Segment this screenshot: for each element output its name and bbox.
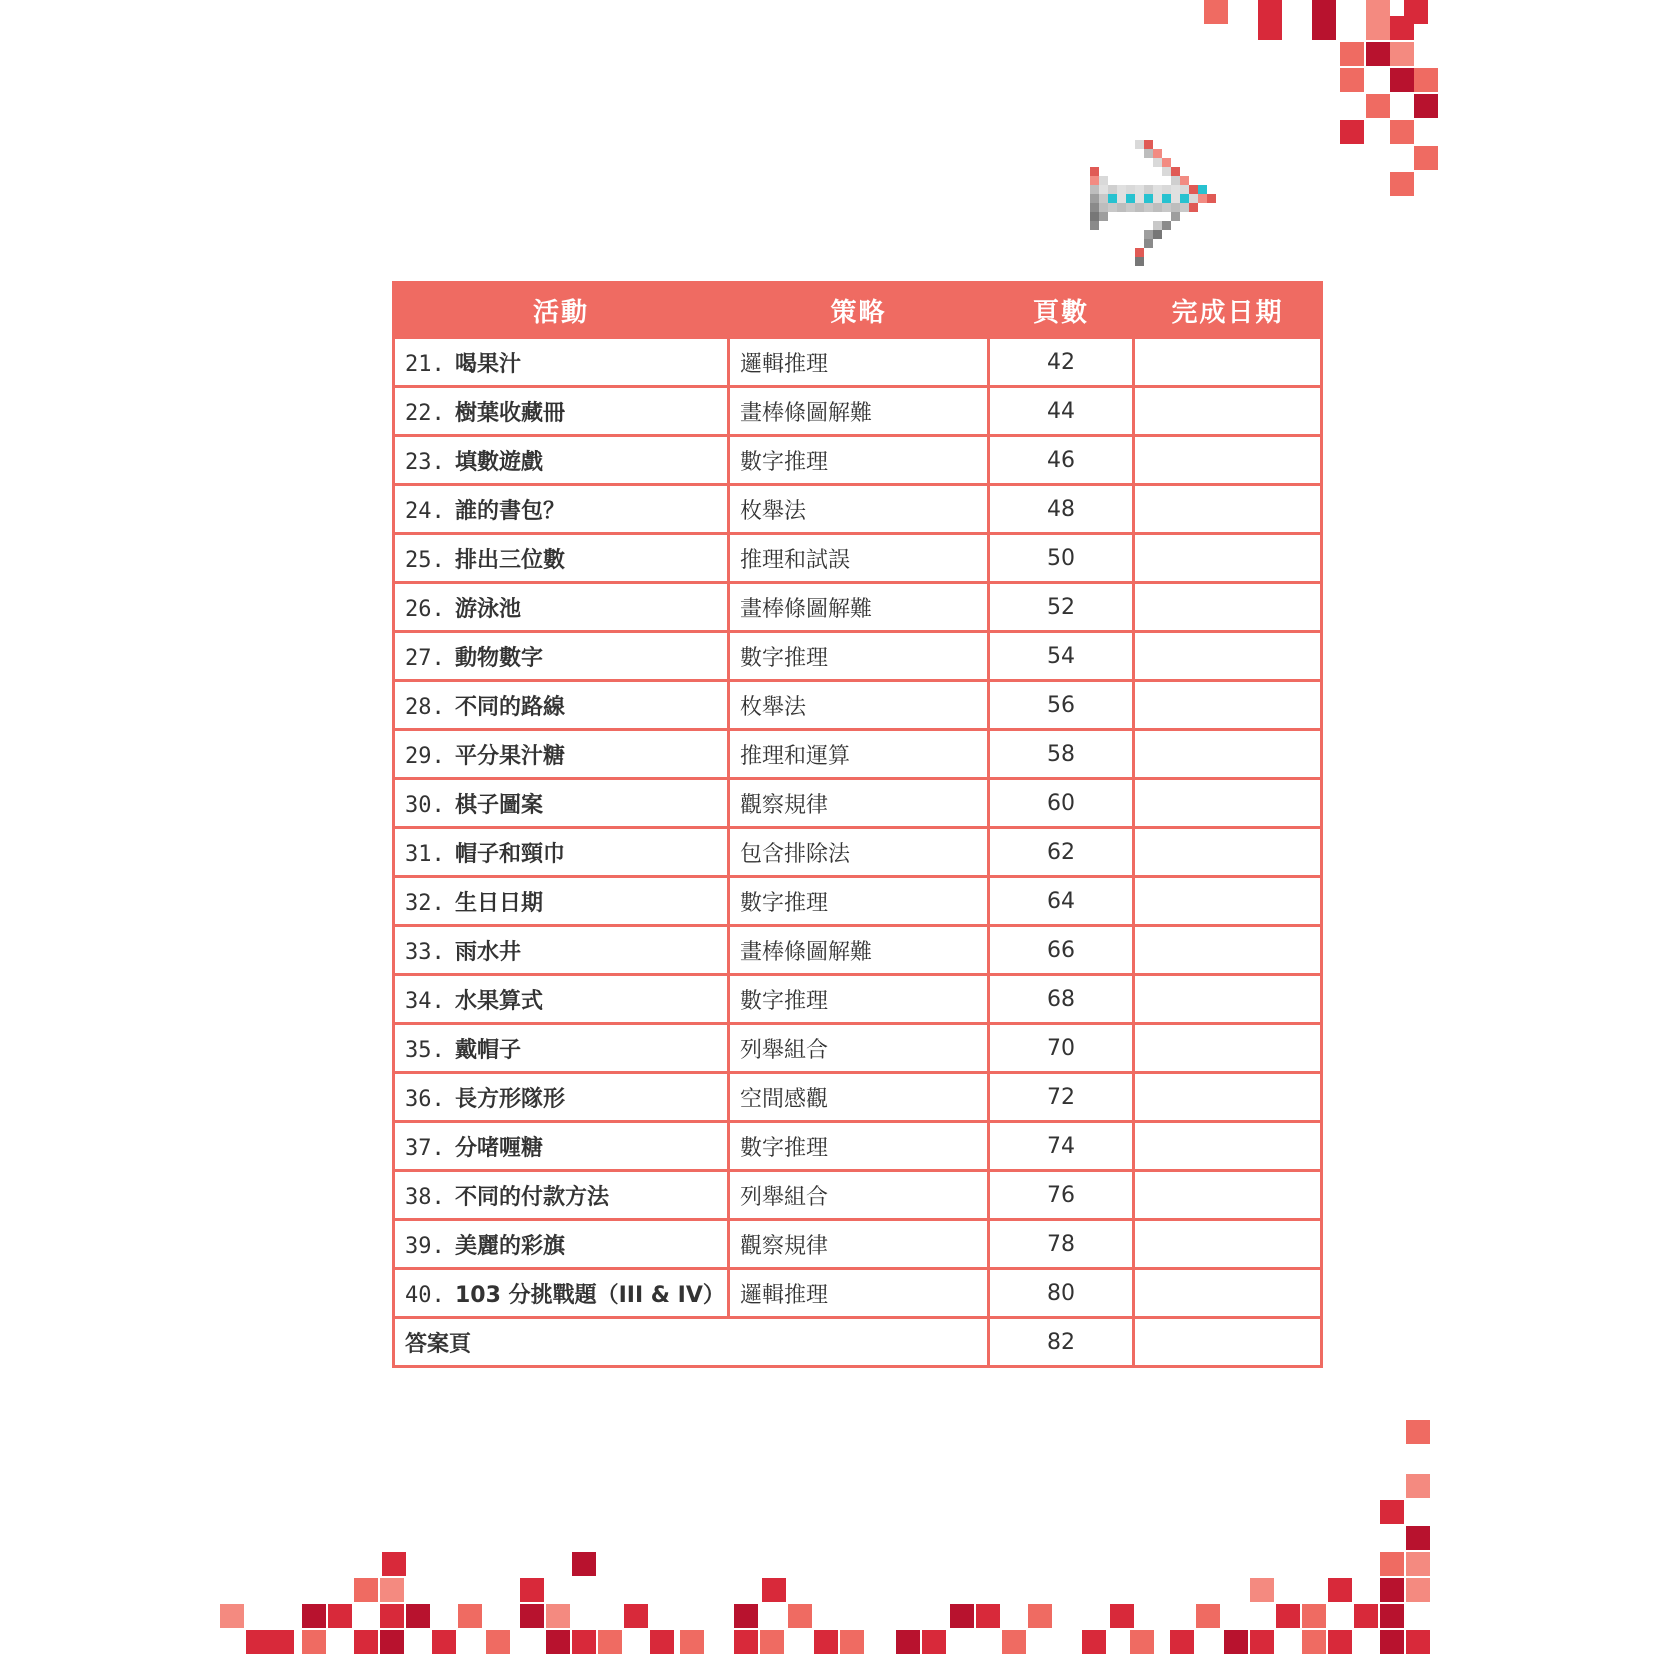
activity-cell bbox=[394, 926, 729, 975]
page-cell: 80 bbox=[989, 1269, 1134, 1318]
strategy-cell: 數字推理 bbox=[729, 975, 989, 1024]
completed-date-cell[interactable] bbox=[1134, 877, 1322, 926]
pixel-square bbox=[1302, 1604, 1326, 1628]
pixel-square bbox=[762, 1578, 786, 1602]
arrow-pixel bbox=[1144, 203, 1153, 212]
arrow-pixel bbox=[1144, 140, 1153, 149]
activity-number: 39. bbox=[405, 1233, 445, 1259]
strategy-cell: 畫棒條圖解難 bbox=[729, 583, 989, 632]
activity-cell bbox=[394, 338, 729, 387]
pixel-square bbox=[1406, 1630, 1430, 1654]
pixel-square bbox=[1390, 68, 1414, 92]
completed-date-cell[interactable] bbox=[1134, 1122, 1322, 1171]
activity-number: 32. bbox=[405, 890, 445, 916]
page-cell: 56 bbox=[989, 681, 1134, 730]
activity-cell bbox=[394, 828, 729, 877]
pixel-square bbox=[1390, 42, 1414, 66]
pixel-square bbox=[734, 1604, 758, 1628]
arrow-pixel bbox=[1117, 194, 1126, 203]
pixel-square bbox=[1340, 68, 1364, 92]
pixel-square bbox=[220, 1604, 244, 1628]
activity-cell bbox=[394, 632, 729, 681]
header-completed-date: 完成日期 bbox=[1134, 283, 1322, 338]
strategy-cell: 列舉組合 bbox=[729, 1024, 989, 1073]
answer-label: 答案頁 bbox=[394, 1318, 989, 1367]
activity-number: 24. bbox=[405, 498, 445, 524]
activity-number: 34. bbox=[405, 988, 445, 1014]
strategy-cell: 畫棒條圖解難 bbox=[729, 926, 989, 975]
page-cell: 58 bbox=[989, 730, 1134, 779]
pixel-square bbox=[1366, 94, 1390, 118]
activity-cell bbox=[394, 1220, 729, 1269]
activity-number: 36. bbox=[405, 1086, 445, 1112]
table-row bbox=[394, 975, 1322, 1024]
pixel-square bbox=[1302, 1630, 1326, 1654]
activity-number: 22. bbox=[405, 400, 445, 426]
pixel-square bbox=[1312, 16, 1336, 40]
completed-date-cell[interactable] bbox=[1134, 338, 1322, 387]
pixel-square bbox=[380, 1630, 404, 1654]
pixel-square bbox=[598, 1630, 622, 1654]
completed-date-cell[interactable] bbox=[1134, 828, 1322, 877]
arrow-pixel bbox=[1090, 167, 1099, 176]
pixel-square bbox=[788, 1604, 812, 1628]
arrow-pixel bbox=[1153, 149, 1162, 158]
arrow-pixel bbox=[1144, 149, 1153, 158]
strategy-cell: 畫棒條圖解難 bbox=[729, 387, 989, 436]
activity-number: 27. bbox=[405, 645, 445, 671]
pixel-square bbox=[1380, 1630, 1404, 1654]
page-cell: 60 bbox=[989, 779, 1134, 828]
pixel-square bbox=[246, 1630, 270, 1654]
activity-cell bbox=[394, 975, 729, 1024]
page-cell: 46 bbox=[989, 436, 1134, 485]
activity-number: 31. bbox=[405, 841, 445, 867]
activity-title: 103 分挑戰題（III & IV） bbox=[455, 1282, 725, 1308]
pixel-square bbox=[1406, 1552, 1430, 1576]
arrow-pixel bbox=[1135, 248, 1144, 257]
arrow-pixel bbox=[1189, 203, 1198, 212]
pixel-square bbox=[1354, 1604, 1378, 1628]
arrow-pixel bbox=[1189, 185, 1198, 194]
pixel-square bbox=[1170, 1630, 1194, 1654]
page-cell: 64 bbox=[989, 877, 1134, 926]
activity-number: 26. bbox=[405, 596, 445, 622]
strategy-cell: 數字推理 bbox=[729, 877, 989, 926]
completed-date-cell[interactable] bbox=[1134, 485, 1322, 534]
arrow-pixel bbox=[1171, 212, 1180, 221]
pixel-square bbox=[1258, 0, 1282, 24]
header-pages: 頁數 bbox=[989, 283, 1134, 338]
activity-cell bbox=[394, 1171, 729, 1220]
arrow-pixel bbox=[1144, 194, 1153, 203]
activity-title: 長方形隊形 bbox=[455, 1086, 566, 1112]
pixel-square bbox=[1390, 120, 1414, 144]
arrow-pixel bbox=[1135, 194, 1144, 203]
arrow-pixel bbox=[1090, 194, 1099, 203]
completed-date-cell[interactable] bbox=[1134, 632, 1322, 681]
activity-number: 33. bbox=[405, 939, 445, 965]
completed-date-cell[interactable] bbox=[1134, 436, 1322, 485]
activity-title: 誰的書包？ bbox=[455, 498, 566, 524]
arrow-pixel bbox=[1153, 185, 1162, 194]
pixel-square bbox=[896, 1630, 920, 1654]
pixel-square bbox=[1406, 1474, 1430, 1498]
arrow-pixel bbox=[1099, 212, 1108, 221]
activity-title: 分啫喱糖 bbox=[455, 1135, 544, 1161]
arrow-pixel bbox=[1207, 194, 1216, 203]
pixel-square bbox=[458, 1604, 482, 1628]
arrow-pixel bbox=[1153, 221, 1162, 230]
activity-number: 37. bbox=[405, 1135, 445, 1161]
pixel-square bbox=[680, 1630, 704, 1654]
arrow-pixel bbox=[1180, 194, 1189, 203]
answer-page: 82 bbox=[989, 1318, 1134, 1367]
pixel-square bbox=[1406, 1420, 1430, 1444]
pixel-square bbox=[546, 1630, 570, 1654]
arrow-pixel bbox=[1099, 203, 1108, 212]
activity-title: 不同的付款方法 bbox=[455, 1184, 610, 1210]
table-header-row bbox=[394, 283, 1322, 338]
pixel-square bbox=[1414, 94, 1438, 118]
activity-title: 平分果汁糖 bbox=[455, 743, 566, 769]
activity-number: 29. bbox=[405, 743, 445, 769]
activity-title: 游泳池 bbox=[455, 596, 522, 622]
pixel-square bbox=[1224, 1630, 1248, 1654]
strategy-cell: 空間感觀 bbox=[729, 1073, 989, 1122]
activity-number: 30. bbox=[405, 792, 445, 818]
pixel-square bbox=[302, 1604, 326, 1628]
page-cell: 70 bbox=[989, 1024, 1134, 1073]
activity-cell bbox=[394, 1073, 729, 1122]
strategy-cell: 推理和運算 bbox=[729, 730, 989, 779]
arrow-pixel bbox=[1144, 230, 1153, 239]
completed-date-cell[interactable] bbox=[1134, 730, 1322, 779]
arrow-pixel bbox=[1171, 167, 1180, 176]
pixel-square bbox=[650, 1630, 674, 1654]
pixel-square bbox=[976, 1604, 1000, 1628]
arrow-pixel bbox=[1171, 194, 1180, 203]
strategy-cell: 數字推理 bbox=[729, 1122, 989, 1171]
pixel-square bbox=[1406, 1578, 1430, 1602]
completed-date-cell[interactable] bbox=[1134, 1220, 1322, 1269]
pixel-square bbox=[1380, 1604, 1404, 1628]
pixel-square bbox=[354, 1578, 378, 1602]
arrow-pixel bbox=[1090, 185, 1099, 194]
pixel-square bbox=[1414, 68, 1438, 92]
page-cell: 74 bbox=[989, 1122, 1134, 1171]
answer-row bbox=[394, 1318, 1322, 1367]
pixel-square bbox=[1390, 172, 1414, 196]
strategy-cell: 觀察規律 bbox=[729, 779, 989, 828]
pixel-square bbox=[950, 1604, 974, 1628]
page-cell: 72 bbox=[989, 1073, 1134, 1122]
activity-number: 23. bbox=[405, 449, 445, 475]
completed-date-cell[interactable] bbox=[1134, 1171, 1322, 1220]
pixel-square bbox=[572, 1552, 596, 1576]
arrow-pixel bbox=[1153, 203, 1162, 212]
pixel-square bbox=[380, 1578, 404, 1602]
activity-title: 樹葉收藏冊 bbox=[455, 400, 566, 426]
activity-cell bbox=[394, 730, 729, 779]
strategy-cell: 推理和試誤 bbox=[729, 534, 989, 583]
activity-cell bbox=[394, 681, 729, 730]
arrow-pixel bbox=[1099, 176, 1108, 185]
pixel-square bbox=[922, 1630, 946, 1654]
table-row bbox=[394, 1073, 1322, 1122]
pixel-square bbox=[270, 1630, 294, 1654]
pixel-square bbox=[520, 1578, 544, 1602]
activity-cell bbox=[394, 485, 729, 534]
pixel-square bbox=[432, 1630, 456, 1654]
activity-cell bbox=[394, 1122, 729, 1171]
arrow-pixel bbox=[1135, 257, 1144, 266]
completed-date-cell[interactable] bbox=[1134, 975, 1322, 1024]
arrow-pixel bbox=[1135, 185, 1144, 194]
page-cell: 78 bbox=[989, 1220, 1134, 1269]
page-cell: 50 bbox=[989, 534, 1134, 583]
pixel-square bbox=[1196, 1604, 1220, 1628]
table-row bbox=[394, 877, 1322, 926]
arrow-pixel bbox=[1198, 194, 1207, 203]
activity-cell bbox=[394, 877, 729, 926]
arrow-pixel bbox=[1171, 185, 1180, 194]
pixel-square bbox=[1028, 1604, 1052, 1628]
activity-number: 40. bbox=[405, 1282, 445, 1308]
strategy-cell: 列舉組合 bbox=[729, 1171, 989, 1220]
arrow-pixel bbox=[1126, 194, 1135, 203]
arrow-pixel bbox=[1090, 212, 1099, 221]
arrow-pixel bbox=[1108, 194, 1117, 203]
arrow-pixel bbox=[1162, 158, 1171, 167]
table-row bbox=[394, 436, 1322, 485]
arrow-pixel bbox=[1153, 230, 1162, 239]
table-row bbox=[394, 779, 1322, 828]
completed-date-cell[interactable] bbox=[1134, 779, 1322, 828]
activity-title: 戴帽子 bbox=[455, 1037, 522, 1063]
pixel-square bbox=[486, 1630, 510, 1654]
activity-title: 排出三位數 bbox=[455, 547, 566, 573]
pixel-square bbox=[1276, 1604, 1300, 1628]
strategy-cell: 枚舉法 bbox=[729, 681, 989, 730]
table-row bbox=[394, 1024, 1322, 1073]
pixel-square bbox=[406, 1604, 430, 1628]
page-cell: 52 bbox=[989, 583, 1134, 632]
pixel-square bbox=[1002, 1630, 1026, 1654]
activity-title: 帽子和頸巾 bbox=[455, 841, 566, 867]
pixel-square bbox=[546, 1604, 570, 1628]
page-cell: 42 bbox=[989, 338, 1134, 387]
completed-date-cell[interactable] bbox=[1134, 1024, 1322, 1073]
header-strategy: 策略 bbox=[729, 283, 989, 338]
pixel-square bbox=[624, 1604, 648, 1628]
table-row bbox=[394, 1269, 1322, 1318]
arrow-pixel bbox=[1126, 185, 1135, 194]
activity-title: 填數遊戲 bbox=[455, 449, 544, 475]
activity-number: 35. bbox=[405, 1037, 445, 1063]
activity-table bbox=[392, 281, 1323, 1368]
pixel-square bbox=[1380, 1552, 1404, 1576]
activity-title: 棋子圖案 bbox=[455, 792, 544, 818]
activity-number: 28. bbox=[405, 694, 445, 720]
strategy-cell: 邏輯推理 bbox=[729, 1269, 989, 1318]
activity-title: 水果算式 bbox=[455, 988, 544, 1014]
table-row bbox=[394, 1220, 1322, 1269]
pixel-square bbox=[354, 1630, 378, 1654]
pixel-square bbox=[734, 1630, 758, 1654]
pixel-square bbox=[328, 1604, 352, 1628]
arrow-pixel bbox=[1153, 158, 1162, 167]
activity-title: 雨水井 bbox=[455, 939, 522, 965]
pixel-square bbox=[1328, 1630, 1352, 1654]
arrow-pixel bbox=[1180, 203, 1189, 212]
pixel-square bbox=[1366, 0, 1390, 24]
arrow-pixel bbox=[1180, 176, 1189, 185]
completed-date-cell[interactable] bbox=[1134, 387, 1322, 436]
pixel-square bbox=[760, 1630, 784, 1654]
strategy-cell: 邏輯推理 bbox=[729, 338, 989, 387]
page-cell: 76 bbox=[989, 1171, 1134, 1220]
activity-cell bbox=[394, 1024, 729, 1073]
arrow-pixel bbox=[1099, 194, 1108, 203]
strategy-cell: 枚舉法 bbox=[729, 485, 989, 534]
pixel-square bbox=[1340, 42, 1364, 66]
page-cell: 68 bbox=[989, 975, 1134, 1024]
arrow-pixel bbox=[1135, 203, 1144, 212]
pixel-square bbox=[1082, 1630, 1106, 1654]
arrow-pixel bbox=[1153, 194, 1162, 203]
completed-date-cell[interactable] bbox=[1134, 1073, 1322, 1122]
pixel-square bbox=[572, 1630, 596, 1654]
table-row bbox=[394, 828, 1322, 877]
pixel-square bbox=[1366, 16, 1390, 40]
pixel-square bbox=[1340, 120, 1364, 144]
arrow-pixel bbox=[1117, 185, 1126, 194]
completed-date-cell[interactable] bbox=[1134, 681, 1322, 730]
pixel-square bbox=[1130, 1630, 1154, 1654]
table-row bbox=[394, 485, 1322, 534]
activity-title: 生日日期 bbox=[455, 890, 544, 916]
arrow-pixel bbox=[1135, 140, 1144, 149]
arrow-pixel bbox=[1162, 203, 1171, 212]
arrow-pixel bbox=[1162, 185, 1171, 194]
completed-date-cell[interactable] bbox=[1134, 1318, 1322, 1367]
activity-title: 動物數字 bbox=[455, 645, 544, 671]
strategy-cell: 包含排除法 bbox=[729, 828, 989, 877]
arrow-pixel bbox=[1108, 185, 1117, 194]
arrow-pixel bbox=[1117, 203, 1126, 212]
pixel-square bbox=[382, 1552, 406, 1576]
arrow-pixel bbox=[1171, 176, 1180, 185]
arrow-pixel bbox=[1162, 221, 1171, 230]
arrow-pixel bbox=[1126, 203, 1135, 212]
pixel-square bbox=[814, 1630, 838, 1654]
pixel-square bbox=[302, 1630, 326, 1654]
completed-date-cell[interactable] bbox=[1134, 534, 1322, 583]
pixel-square bbox=[1380, 1500, 1404, 1524]
page-cell: 66 bbox=[989, 926, 1134, 975]
table-row bbox=[394, 926, 1322, 975]
pixel-square bbox=[1404, 0, 1428, 24]
page-cell: 44 bbox=[989, 387, 1134, 436]
activity-cell bbox=[394, 436, 729, 485]
arrow-pixel bbox=[1189, 194, 1198, 203]
activity-title: 不同的路線 bbox=[455, 694, 566, 720]
page-cell: 54 bbox=[989, 632, 1134, 681]
arrow-pixel bbox=[1162, 167, 1171, 176]
completed-date-cell[interactable] bbox=[1134, 1269, 1322, 1318]
activity-cell bbox=[394, 1269, 729, 1318]
pixel-square bbox=[1390, 16, 1414, 40]
pixel-square bbox=[1328, 1578, 1352, 1602]
arrow-pixel bbox=[1099, 185, 1108, 194]
arrow-pixel bbox=[1180, 185, 1189, 194]
page-cell: 62 bbox=[989, 828, 1134, 877]
pixel-square bbox=[1380, 1578, 1404, 1602]
table-row bbox=[394, 583, 1322, 632]
pixel-square bbox=[1250, 1630, 1274, 1654]
pixel-square bbox=[520, 1604, 544, 1628]
table-row bbox=[394, 534, 1322, 583]
strategy-cell: 觀察規律 bbox=[729, 1220, 989, 1269]
pixel-square bbox=[1366, 42, 1390, 66]
pixel-square bbox=[1258, 16, 1282, 40]
pixel-square bbox=[1312, 0, 1336, 24]
pixel-square bbox=[1406, 1526, 1430, 1550]
table-row bbox=[394, 1122, 1322, 1171]
activity-number: 38. bbox=[405, 1184, 445, 1210]
table-row bbox=[394, 1171, 1322, 1220]
table-row bbox=[394, 632, 1322, 681]
arrow-pixel bbox=[1108, 203, 1117, 212]
table-row bbox=[394, 681, 1322, 730]
strategy-cell: 數字推理 bbox=[729, 436, 989, 485]
activity-number: 21. bbox=[405, 351, 445, 377]
pixel-arrow-icon bbox=[1090, 140, 1240, 280]
activity-cell bbox=[394, 583, 729, 632]
table-row bbox=[394, 387, 1322, 436]
pixel-square bbox=[1204, 0, 1228, 24]
table-row bbox=[394, 338, 1322, 387]
arrow-pixel bbox=[1090, 176, 1099, 185]
completed-date-cell[interactable] bbox=[1134, 926, 1322, 975]
pixel-square bbox=[1250, 1578, 1274, 1602]
strategy-cell: 數字推理 bbox=[729, 632, 989, 681]
completed-date-cell[interactable] bbox=[1134, 583, 1322, 632]
arrow-pixel bbox=[1144, 239, 1153, 248]
arrow-pixel bbox=[1090, 203, 1099, 212]
activity-number: 25. bbox=[405, 547, 445, 573]
pixel-square bbox=[1414, 146, 1438, 170]
table-row bbox=[394, 730, 1322, 779]
activity-title: 美麗的彩旗 bbox=[455, 1233, 566, 1259]
header-activity: 活動 bbox=[394, 283, 729, 338]
arrow-pixel bbox=[1198, 185, 1207, 194]
activity-cell bbox=[394, 387, 729, 436]
activity-cell bbox=[394, 534, 729, 583]
page-cell: 48 bbox=[989, 485, 1134, 534]
arrow-pixel bbox=[1144, 185, 1153, 194]
pixel-square bbox=[1110, 1604, 1134, 1628]
activity-title: 喝果汁 bbox=[455, 351, 522, 377]
arrow-pixel bbox=[1162, 194, 1171, 203]
pixel-square bbox=[380, 1604, 404, 1628]
activity-cell bbox=[394, 779, 729, 828]
pixel-square bbox=[840, 1630, 864, 1654]
arrow-pixel bbox=[1171, 203, 1180, 212]
arrow-pixel bbox=[1090, 221, 1099, 230]
